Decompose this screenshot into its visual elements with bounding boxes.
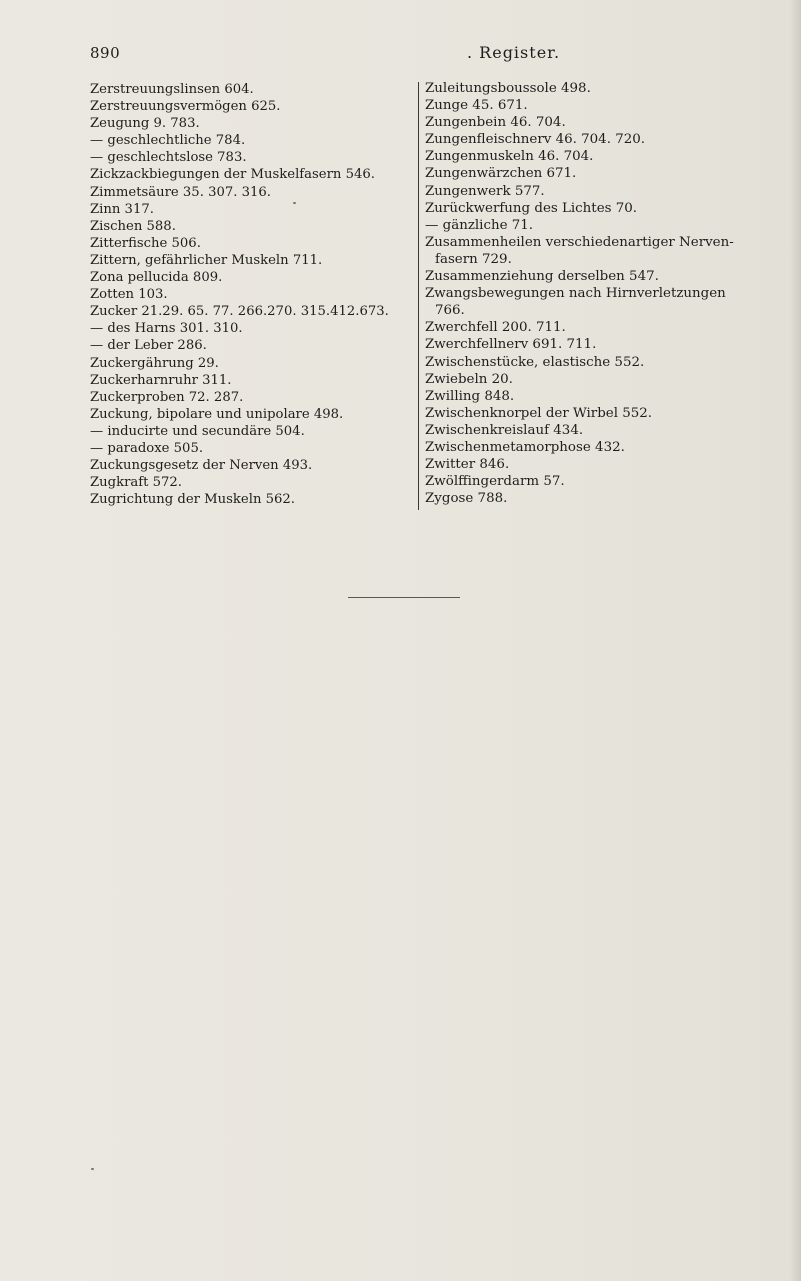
- index-entry: Zuckergährung 29.: [90, 355, 219, 371]
- index-entry: Zwölffingerdarm 57.: [425, 474, 565, 490]
- index-entry: Zuckung, bipolare und unipolare 498.: [90, 406, 344, 422]
- index-entry: Zygose 788.: [425, 491, 508, 507]
- index-entry: Zittern, gefährlicher Muskeln 711.: [90, 252, 323, 268]
- index-entry: Zuleitungsboussole 498.: [425, 81, 591, 96]
- index-entry: 766.: [435, 303, 465, 319]
- index-entry: Zusammenziehung derselben 547.: [425, 269, 659, 285]
- index-entry: Zungenmuskeln 46. 704.: [425, 149, 594, 165]
- index-entry: Zerstreuungsvermögen 625.: [90, 99, 281, 115]
- index-entry: Zwischenkreislauf 434.: [425, 422, 584, 438]
- index-entry: Zucker 21.29. 65. 77. 266.270. 315.412.673.: [90, 304, 389, 320]
- index-entry: — des Harns 301. 310.: [90, 321, 243, 337]
- paper-speck: [91, 1168, 94, 1170]
- index-entry: Zinn 317.: [90, 201, 154, 217]
- index-entry: Zwitter 846.: [425, 457, 510, 473]
- index-entry: Zungenfleischnerv 46. 704. 720.: [425, 132, 646, 148]
- index-entry: Zona pellucida 809.: [90, 270, 223, 286]
- index-entry: Zischen 588.: [90, 218, 176, 234]
- index-entry: Zeugung 9. 783.: [90, 116, 200, 132]
- index-column-right: [425, 80, 795, 507]
- index-entry: — der Leber 286.: [90, 338, 207, 354]
- index-entry: Zitterfische 506.: [90, 235, 201, 251]
- index-entry: Zurückwerfung des Lichtes 70.: [425, 200, 638, 216]
- column-divider: [418, 82, 419, 510]
- index-entry: Zotten 103.: [90, 287, 168, 303]
- index-entry: Zwerchfell 200. 711.: [425, 320, 566, 336]
- index-entry: Zwangsbewegungen nach Hirnverletzungen: [425, 286, 726, 302]
- index-entry: — geschlechtliche 784.: [90, 133, 246, 149]
- index-entry: fasern 729.: [435, 251, 512, 267]
- index-entry: Zwischenknorpel der Wirbel 552.: [425, 405, 653, 421]
- index-entry: Zwiebeln 20.: [425, 371, 513, 387]
- index-entry: Zuckerproben 72. 287.: [90, 389, 244, 405]
- index-entry: — paradoxe 505.: [90, 440, 204, 456]
- index-entry: Zunge 45. 671.: [425, 98, 528, 114]
- index-column-left: [90, 81, 410, 508]
- index-entry: Zungenwärzchen 671.: [425, 166, 577, 182]
- index-entry: Zerstreuungslinsen 604.: [90, 82, 254, 97]
- index-entry: Zickzackbiegungen der Muskelfasern 546.: [90, 167, 375, 183]
- index-entry: — inducirte und secundäre 504.: [90, 423, 305, 439]
- index-entry: Zimmetsäure 35. 307. 316.: [90, 184, 271, 200]
- index-entry: Zwischenstücke, elastische 552.: [425, 354, 645, 370]
- index-entry: Zugrichtung der Muskeln 562.: [90, 492, 295, 508]
- page-header: [90, 44, 730, 66]
- paper-speck: [293, 202, 296, 204]
- index-entry: — gänzliche 71.: [425, 217, 534, 233]
- index-entry: Zuckungsgesetz der Nerven 493.: [90, 458, 313, 474]
- index-entry: Zugkraft 572.: [90, 475, 182, 491]
- end-rule: [348, 597, 460, 598]
- index-entry: — geschlechtslose 783.: [90, 150, 247, 166]
- index-entry: Zusammenheilen verschiedenartiger Nerven-: [425, 234, 734, 250]
- index-entry: Zwerchfellnerv 691. 711.: [425, 337, 597, 353]
- index-entry: Zuckerharnruhr 311.: [90, 372, 232, 388]
- page-number: 890: [90, 44, 121, 62]
- index-entry: Zwilling 848.: [425, 388, 515, 404]
- running-title: . Register.: [467, 43, 561, 62]
- index-entry: Zungenbein 46. 704.: [425, 115, 566, 131]
- index-entry: Zwischenmetamorphose 432.: [425, 439, 625, 455]
- index-entry: Zungenwerk 577.: [425, 183, 545, 199]
